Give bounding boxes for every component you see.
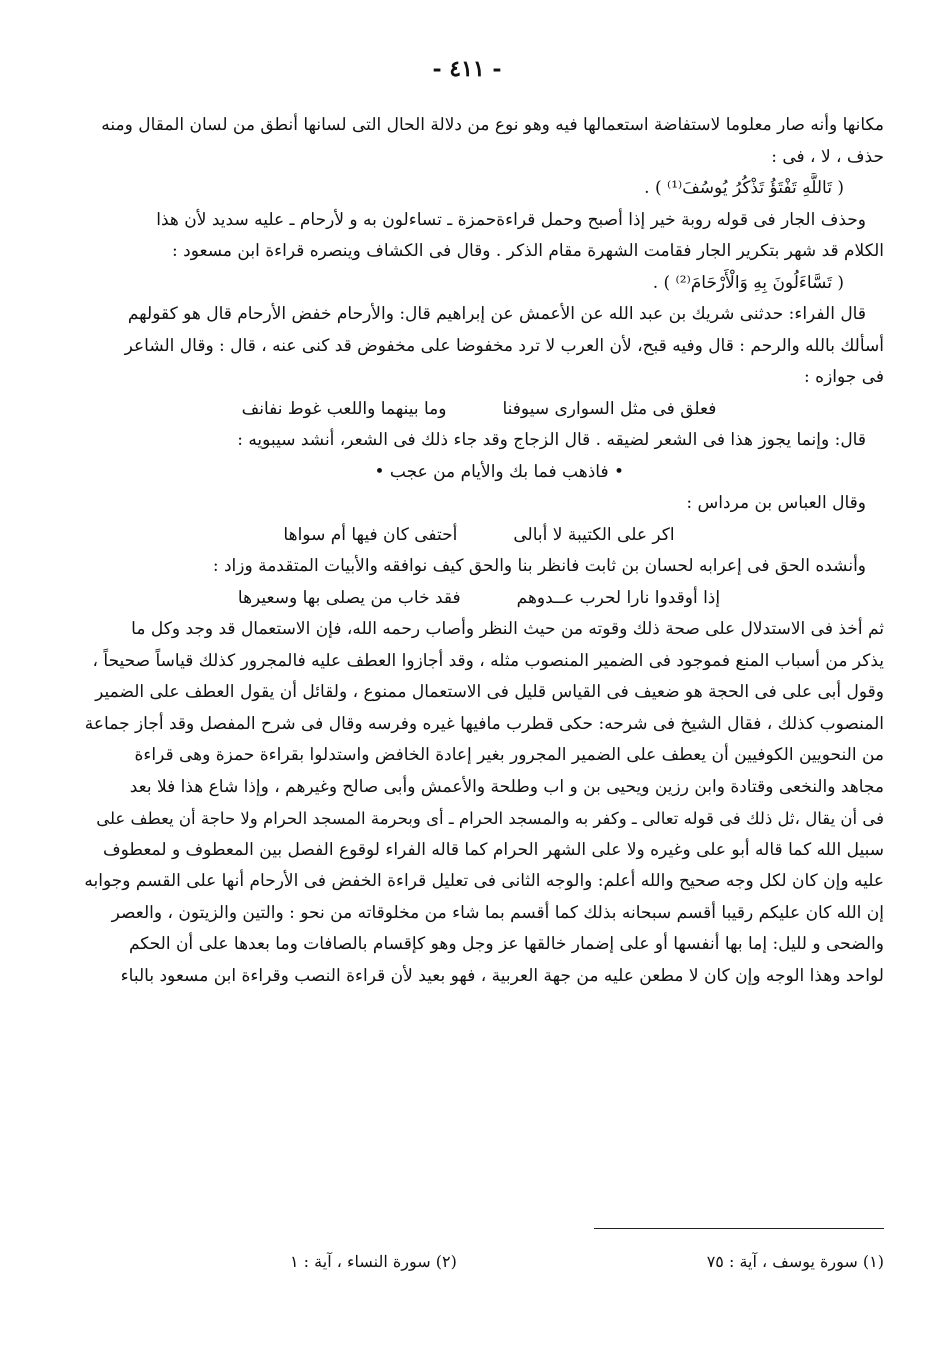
text-line: قال الفراء: حدثنى شريك بن عبد الله عن الأعمش عن إبراهيم قال: والأرحام خفض الأرحام قال هو كقولهم (127, 304, 866, 324)
text-line: الكلام قد شهر بتكرير الجار فقامت الشهرة مقام الذكر . وقال فى الكشاف وينصره قراءة ابن مسعود : (172, 241, 884, 261)
footnote-divider (594, 1228, 884, 1229)
verse-hemistich-left: وما بينهما واللعب غوط نفانف (241, 398, 447, 419)
text-line: وقال العباس بن مرداس : (686, 493, 866, 513)
main-text (74, 110, 884, 992)
text-line: فى جوازه : (804, 367, 884, 387)
poem-verse (74, 583, 884, 615)
footnote-2: (٢) سورة النساء ، آية : ١ (290, 1252, 457, 1271)
text-line: المنصوب كذلك ، فقال الشيخ فى شرحه: حكى قطرب مافيها غيره وفرسه وقال فى شرح المفصل وقد أجاز جماعة (84, 713, 884, 734)
text-line: من النحويين الكوفيين أن يعطف على الضمير المجرور بغير إعادة الخافض واستدلوا بقراءة حمزة وهى قراءة (134, 745, 884, 765)
footnotes (290, 1252, 884, 1271)
text-line: حذف ، لا ، فى : (771, 146, 884, 167)
page-number: - ٤١١ - (432, 56, 502, 82)
verse-hemistich-right: اكر على الكتيبة لا أبالى (513, 524, 675, 545)
poem-verse (74, 394, 884, 426)
text-line: وقول أبى على فى الحجة هو ضعيف فى القياس قليل فى الاستعمال ممنوع ، ولقائل أن يقول العطف على الضمير (95, 682, 884, 702)
text-line: وحذف الجار فى قوله روبة خير إذا أصبح وحمل قراءةحمزة ـ تساءلون به و لأرحام ـ عليه سديد لأن هذا (156, 209, 866, 230)
verse-hemistich-right: فعلق فى مثل السوارى سيوفنا (502, 398, 717, 419)
text-line: ثم أخذ فى الاستدلال على صحة ذلك وقوته من حيث النظر وأصاب رحمه الله، فإن الاستعمال قد وجد وكل ما (131, 619, 884, 639)
text-line: فى أن يقال ،ثل ذلك فى قوله تعالى ـ وكفر به والمسجد الحرام ـ أى وبحرمة المسجد الحرام ولا حاجة أن يعطف على (96, 809, 884, 828)
quran-quote: ( تَاللَّهِ تَفْتَؤُ تَذْكُرُ يُوسُفَ⁽¹⁾ ) . (644, 178, 844, 198)
text-line: مجاهد والنخعى وقتادة وابن رزين ويحيى بن و اب وطلحة والأعمش وأبى صالح وغيرهم ، وإذا شاع هذا فلا بعد (129, 776, 884, 797)
text-line: والضحى و لليل: إما بها أنفسها أو على إضمار خالقها عز وجل وهو كإقسام بالصافات وما بعدها على أن الحكم (128, 934, 884, 954)
text-line: مكانها وأنه صار معلوما لاستفاضة استعمالها فيه وهو نوع من دلالة الحال التى لسانها أنطق من لسان المقال ومنه (101, 115, 884, 135)
verse-hemistich-left: أحتفى كان فيها أم سواها (283, 524, 458, 545)
quran-quote: ( تَسَّاءَلُونَ بِهِ وَالْأَرْحَامَ⁽²⁾ ) . (652, 272, 844, 293)
text-line: يذكر من أسباب المنع فموجود فى الضمير المنصوب مثله ، وقد أجازوا العطف عليه فالمجرور كذلك قياساً صحيحاً ، (92, 650, 884, 671)
text-line: أسألك بالله والرحم : قال وفيه قبح، لأن العرب لا ترد مخفوضا على مخفوض قد كنى عنه ، قال : وقال الشاعر (124, 335, 884, 356)
poem-verse (74, 520, 884, 552)
verse-hemistich-right: إذا أوقدوا نارا لحرب عــدوهم (516, 587, 721, 608)
poem-verse: • فاذهب فما بك والأيام من عجب • (374, 461, 624, 482)
text-line: قال: وإنما يجوز هذا فى الشعر لضيقه . قال الزجاج وقد جاء ذلك فى الشعر، أنشد سيبويه : (237, 430, 866, 450)
footnote-1: (١) سورة يوسف ، آية : ٧٥ (706, 1252, 884, 1271)
text-line: لواحد وهذا الوجه وإن كان لا مطعن عليه من جهة العربية ، فهو بعيد لأن قراءة النصب وقراءة ابن مسعود بالباء (120, 965, 884, 986)
text-line: سبيل الله كما قاله أبو على وغيره ولا على الشهر الحرام كما قاله الفراء لوقوع الفصل بين المعطوف و لمعطوف (102, 839, 884, 860)
verse-hemistich-left: فقد خاب من يصلى بها وسعيرها (237, 587, 461, 608)
text-line: عليه وإن كان لكل وجه صحيح والله أعلم: والوجه الثانى فى تعليل قراءة الخفض فى الأرحام أنها على القسم وجوابه (84, 871, 884, 891)
text-line: إن الله كان عليكم رقيبا أقسم سبحانه بذلك كما أقسم بما شاء من مخلوقاته من نحو : والتين والزيتون ، والعصر (111, 902, 884, 923)
text-line: وأنشده الحق فى إعرابه لحسان بن ثابت فانظر بنا والحق كيف نوافقه والأبيات المتقدمة وزاد : (212, 556, 866, 576)
